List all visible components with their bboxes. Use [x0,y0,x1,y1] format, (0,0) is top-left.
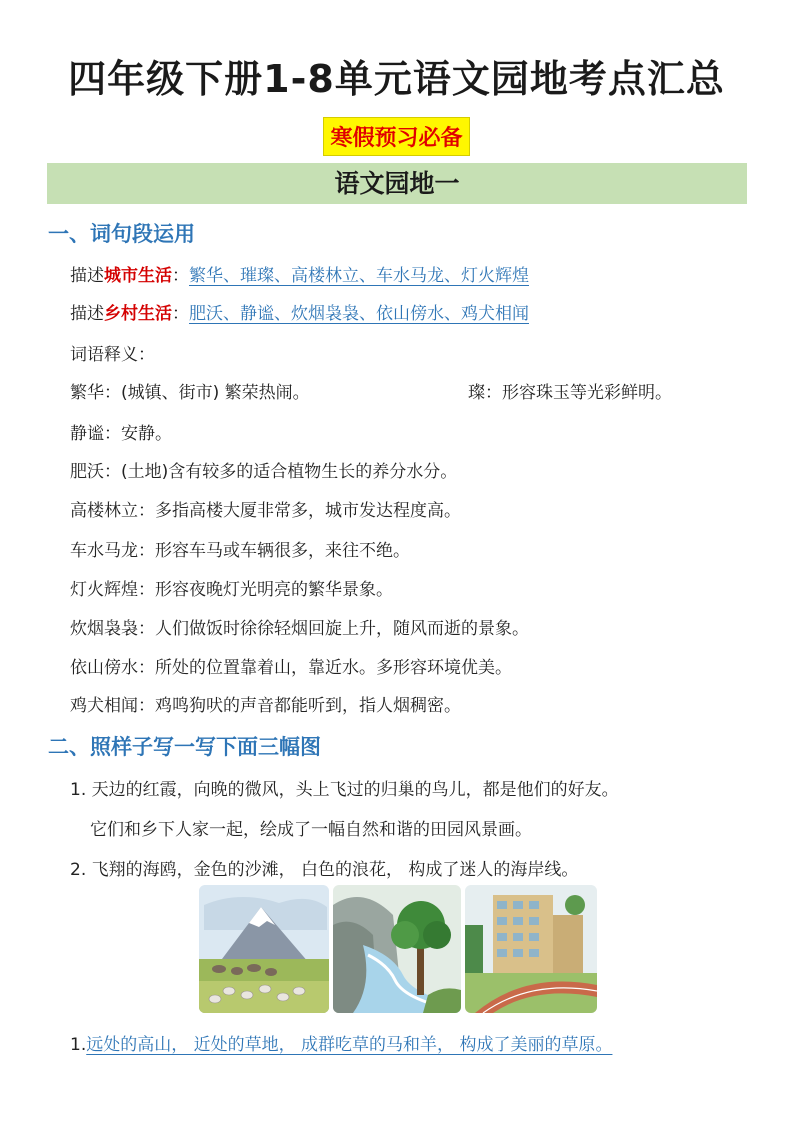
city-pre: 描述 [70,266,104,286]
def-denghuo: 灯火辉煌：形容夜晚灯光明亮的繁华景象。 [70,580,393,600]
village-sep: ： [172,304,189,324]
section1-heading: 一、词句段运用 [48,222,195,246]
answer-line [70,1030,612,1055]
city-sep: ： [172,266,189,286]
village-highlight: 乡村生活 [104,304,172,324]
def-chuiyan: 炊烟袅袅：人们做饭时徐徐轻烟回旋上升，随风而逝的景象。 [70,619,529,639]
item2-line: 2. 飞翔的海鸥，金色的沙滩， 白色的浪花， 构成了迷人的海岸线。 [70,860,579,880]
stream-illustration [333,885,461,1013]
def-jingmi: 静谧：安静。 [70,424,172,444]
def-jiquan: 鸡犬相闻：鸡鸣狗吠的声音都能听到，指人烟稠密。 [70,696,461,716]
city-highlight: 城市生活 [104,266,172,286]
village-life-line [70,299,529,324]
section2-heading: 二、照样子写一写下面三幅图 [48,735,321,759]
answer-number: 1. [70,1035,87,1055]
illustrations-row [199,885,599,1015]
item1-line-b: 它们和乡下人家一起，绘成了一幅自然和谐的田园风景画。 [90,820,532,840]
city-life-line [70,261,529,286]
subtitle-wrap [0,117,793,156]
def-can: 璨：形容珠玉等光彩鲜明。 [468,383,672,403]
def-cheshui: 车水马龙：形容车马或车辆很多，来往不绝。 [70,541,410,561]
def-fanhua: 繁华：(城镇、街市) 繁荣热闹。 [70,383,310,403]
village-pre: 描述 [70,304,104,324]
village-answer: 肥沃、静谧、炊烟袅袅、依山傍水、鸡犬相闻 [189,304,529,324]
school-illustration [465,885,597,1013]
subtitle-badge: 寒假预习必备 [323,117,469,156]
definitions-label: 词语释义： [70,345,155,365]
answer-text: 远处的高山， 近处的草地， 成群吃草的马和羊， 构成了美丽的草原。 [86,1035,613,1055]
page-title: 四年级下册1-8单元语文园地考点汇总 [68,57,725,101]
city-answer: 繁华、璀璨、高楼林立、车水马龙、灯火辉煌 [189,266,529,286]
def-gaolou: 高楼林立：多指高楼大厦非常多，城市发达程度高。 [70,501,461,521]
unit-banner: 语文园地一 [47,163,747,204]
def-yishan: 依山傍水：所处的位置靠着山，靠近水。多形容环境优美。 [70,658,512,678]
def-feiwo: 肥沃：(土地)含有较多的适合植物生长的养分水分。 [70,462,458,482]
item1-line-a: 1. 天边的红霞，向晚的微风，头上飞过的归巢的鸟儿，都是他们的好友。 [70,780,619,800]
grassland-illustration [199,885,329,1013]
